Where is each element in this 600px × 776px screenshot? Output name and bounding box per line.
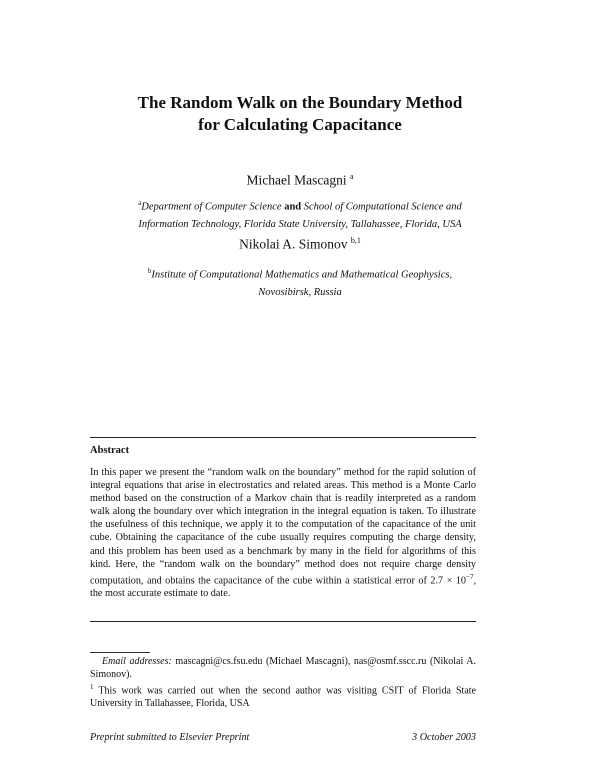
footnote-1	[90, 681, 476, 710]
page-footer	[90, 732, 476, 743]
abstract-heading: Abstract	[90, 445, 130, 456]
footnote-email-text: mascagni@cs.fsu.edu (Michael Mascagni), nas@osmf.sscc.ru (Nikolai A. Simonov).	[90, 656, 477, 680]
affil-a-part1: Department of Computer Science	[141, 201, 282, 213]
abstract-error-value: 2.7 × 10	[430, 575, 467, 587]
footnote-1-text: This work was carried out when the second author was visiting CSIT of Florida State University in Tallahassee, Florida, USA	[90, 685, 476, 710]
affil-b-line2: Novosibirsk, Russia	[258, 286, 342, 298]
abstract-text: In this paper we present the “random walk on the boundary” method for the rapid solution of integral equations that arise in electrostatics and related areas. This method is a Monte Carlo method based on the construction of a Markov chain that is readily interpreted as a random walk along the boundary over which integration in the integral equation is taken. To illustrate the usefulness of this technique, we apply it to the computation of the capacitance of the unit cube. Obtaining the capacitance of the cube usually requires computing the charge density, and this problem has been used as a benchmark by many in the field for algorithms of this kind. Here, the “random walk on the boundary” method does not require charge density computation, and obtains the capacitance of the cube within a statistical error of	[90, 467, 476, 587]
abstract-top-rule	[90, 437, 476, 438]
abstract-end: , the most accurate estimate to date.	[90, 575, 477, 600]
abstract-error-exp: −7	[466, 572, 474, 581]
footnote-email-label: Email addresses:	[102, 656, 172, 667]
title-line-2: for Calculating Capacitance	[198, 115, 402, 134]
affiliation-b	[0, 263, 600, 301]
affil-a-line2: Information Technology, Florida State University, Tallahassee, Florida, USA	[138, 218, 462, 230]
abstract-body	[90, 466, 476, 600]
abstract-bottom-rule	[90, 621, 476, 622]
author-1	[0, 172, 600, 189]
footnote-email	[90, 655, 476, 681]
affil-a-mark: a	[138, 199, 142, 207]
title-line-1: The Random Walk on the Boundary Method	[137, 93, 463, 112]
author-1-mark: a	[349, 172, 354, 181]
footer-right: 3 October 2003	[412, 732, 476, 743]
footnotes	[90, 655, 476, 710]
author-2-name: Nikolai A. Simonov	[239, 236, 348, 252]
affil-b-line1: Institute of Computational Mathematics and Mathematical Geophysics,	[151, 269, 453, 281]
footer-left: Preprint submitted to Elsevier Preprint	[90, 732, 250, 743]
author-2-mark: b,1	[350, 236, 361, 245]
footnote-rule	[90, 652, 150, 653]
author-1-name: Michael Mascagni	[246, 172, 347, 188]
affiliation-a	[0, 195, 600, 233]
affil-b-mark: b	[147, 267, 152, 275]
author-2	[0, 236, 600, 253]
affil-a-and: and	[284, 201, 302, 213]
footnote-1-mark: 1	[90, 683, 94, 691]
paper-title	[0, 92, 600, 136]
affil-a-part2: School of Computational Science and	[303, 201, 462, 213]
